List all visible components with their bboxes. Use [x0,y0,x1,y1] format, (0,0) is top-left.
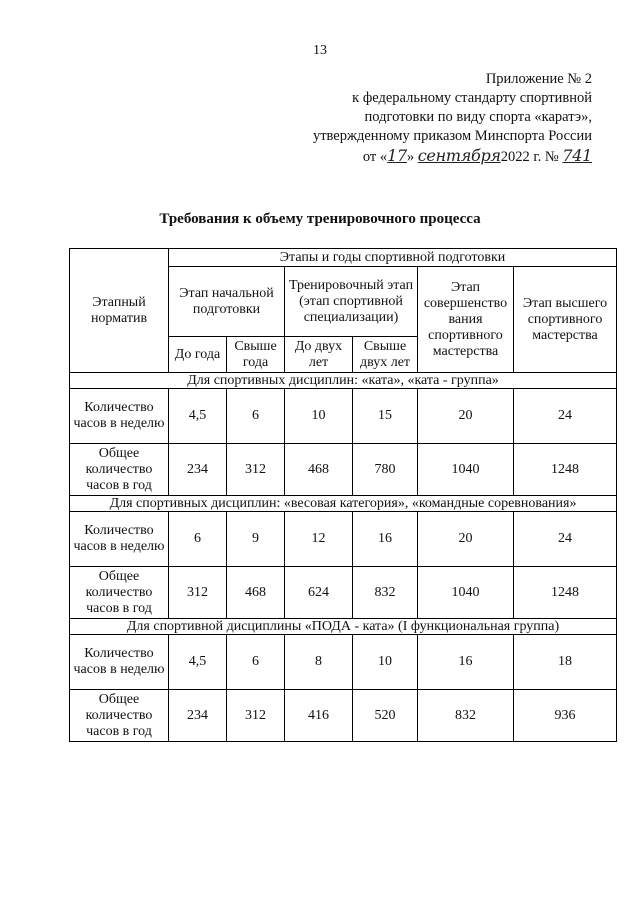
appendix-line-sport: подготовки по виду спорта «каратэ», [364,109,592,125]
cell-value: 10 [285,389,353,444]
row-label-hours-year: Общее количество часов в год [70,690,169,742]
cell-value: 6 [227,635,285,690]
cell-value: 8 [285,635,353,690]
header-training-over-two: Свыше двух лет [353,337,418,373]
header-stage-higher: Этап высшего спортивного мастерства [514,267,617,373]
cell-value: 234 [169,444,227,496]
appendix-title: Приложение № 2 [485,71,592,87]
cell-value: 24 [514,389,617,444]
date-year: 2022 г. № [500,149,559,165]
training-volume-table [69,248,617,742]
row-label-hours-week: Количество часов в неделю [70,635,169,690]
document-title: Требования к объему тренировочного процесса [159,211,481,227]
cell-value: 4,5 [169,635,227,690]
cell-value: 6 [169,512,227,567]
appendix-line-order: утвержденному приказом Минспорта России [312,128,592,144]
header-initial-over-year: Свыше года [227,337,285,373]
header-norm: Этапный норматив [70,249,169,373]
row-label-hours-year: Общее количество часов в год [70,444,169,496]
date-prefix: от « [362,149,388,165]
section-title: Для спортивной дисциплины «ПОДА - ката» (I функциональная группа) [70,619,617,635]
header-stage-improvement: Этап совершенство вания спортивного мастерства [418,267,514,373]
cell-value: 936 [514,690,617,742]
cell-value: 234 [169,690,227,742]
cell-value: 20 [418,389,514,444]
handwritten-day: 17 [387,146,407,165]
appendix-line-standard: к федеральному стандарту спортивной [352,90,592,106]
cell-value: 1040 [418,444,514,496]
cell-value: 1248 [514,444,617,496]
row-label-hours-year: Общее количество часов в год [70,567,169,619]
header-training-under-two: До двух лет [285,337,353,373]
cell-value: 468 [285,444,353,496]
cell-value: 18 [514,635,617,690]
handwritten-order-number: 741 [562,146,592,165]
cell-value: 312 [169,567,227,619]
cell-value: 20 [418,512,514,567]
appendix-header [292,70,592,167]
cell-value: 416 [285,690,353,742]
cell-value: 520 [353,690,418,742]
row-label-hours-week: Количество часов в неделю [70,512,169,567]
cell-value: 312 [227,444,285,496]
cell-value: 1248 [514,567,617,619]
cell-value: 780 [353,444,418,496]
cell-value: 4,5 [169,389,227,444]
header-stage-training: Тренировочный этап (этап спортивной специализации) [285,267,418,337]
header-stages-group: Этапы и годы спортивной подготовки [169,249,617,267]
page-number: 13 [313,43,327,58]
cell-value: 6 [227,389,285,444]
appendix-date-line [292,146,592,167]
cell-value: 832 [418,690,514,742]
cell-value: 832 [353,567,418,619]
section-title: Для спортивных дисциплин: «весовая категория», «командные соревнования» [70,496,617,512]
cell-value: 1040 [418,567,514,619]
cell-value: 24 [514,512,617,567]
cell-value: 10 [353,635,418,690]
cell-value: 16 [418,635,514,690]
cell-value: 468 [227,567,285,619]
cell-value: 624 [285,567,353,619]
cell-value: 15 [353,389,418,444]
cell-value: 16 [353,512,418,567]
header-initial-under-year: До года [169,337,227,373]
cell-value: 312 [227,690,285,742]
handwritten-month: сентября [417,146,501,165]
header-stage-initial: Этап начальной подготовки [169,267,285,337]
date-mid: » [406,149,415,165]
section-title: Для спортивных дисциплин: «ката», «ката - группа» [70,373,617,389]
cell-value: 12 [285,512,353,567]
row-label-hours-week: Количество часов в неделю [70,389,169,444]
cell-value: 9 [227,512,285,567]
